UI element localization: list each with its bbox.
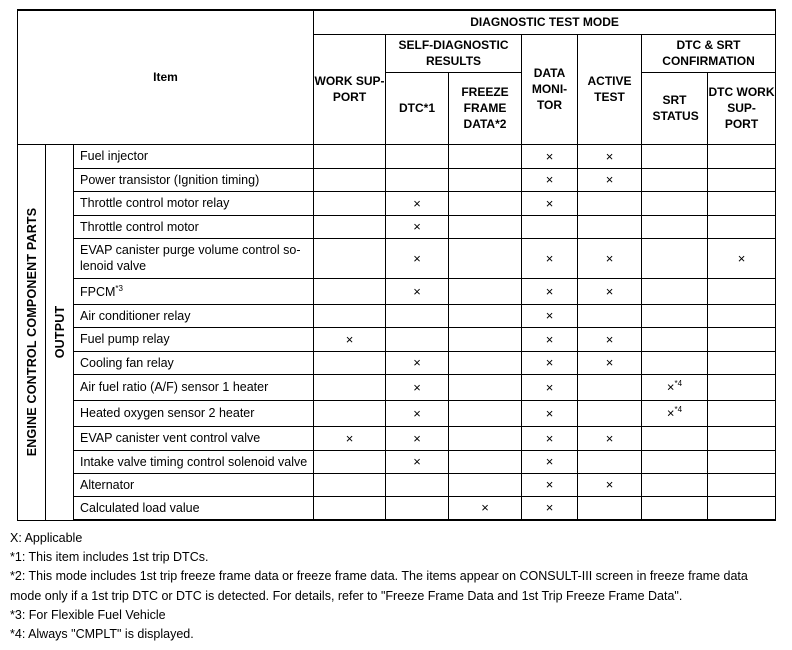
mark-cell xyxy=(642,496,708,520)
mark-cell xyxy=(449,450,522,473)
mark-cell xyxy=(642,400,708,426)
mark-cell xyxy=(708,496,776,520)
mark-cell xyxy=(314,238,386,278)
table-row xyxy=(18,168,776,191)
item-name xyxy=(74,400,314,426)
dtc-srt-label: DTC & SRT CONFIRMATION xyxy=(662,38,755,68)
item-name-text: Throttle control motor relay xyxy=(80,196,230,210)
mark-cell xyxy=(522,215,578,238)
applicable-mark: × xyxy=(545,308,554,323)
applicable-mark: × xyxy=(413,283,421,299)
srt-status-header xyxy=(642,72,708,144)
applicable-mark: × xyxy=(413,454,421,469)
table-row xyxy=(18,238,776,278)
mark-cell xyxy=(386,304,449,327)
table-row xyxy=(18,215,776,238)
item-name xyxy=(74,327,314,351)
applicable-mark: × xyxy=(345,430,354,446)
subgroup-label: OUTPUT xyxy=(52,305,67,359)
mark-cell xyxy=(708,191,776,215)
freeze-frame-header xyxy=(449,72,522,144)
mark-cell xyxy=(642,144,708,168)
note-2-line-2: mode only if a 1st trip DTC or DTC is detected. For details, refer to "Freeze Frame Data and 1st Trip Freeze Frame Data". xyxy=(10,588,683,603)
group-label-cell xyxy=(18,144,46,520)
applicable-mark: × xyxy=(413,219,421,234)
applicable-mark: × xyxy=(737,250,746,266)
item-name-text: Calculated load value xyxy=(80,500,200,515)
item-name xyxy=(74,191,314,215)
mark-cell xyxy=(386,426,449,450)
mark-cell xyxy=(449,400,522,426)
mark-cell xyxy=(708,450,776,473)
mark-cell xyxy=(578,304,642,327)
mark-cell xyxy=(314,327,386,351)
applicable-mark: × xyxy=(413,379,421,395)
mark-cell xyxy=(386,496,449,520)
mark-cell xyxy=(522,238,578,278)
applicable-mark: × xyxy=(545,172,554,187)
item-name xyxy=(74,426,314,450)
mark-cell xyxy=(314,400,386,426)
table-row xyxy=(18,400,776,426)
mark-cell xyxy=(642,450,708,473)
mark-cell xyxy=(449,473,522,496)
table-row xyxy=(18,450,776,473)
applicable-mark: × xyxy=(605,148,614,164)
mark-cell xyxy=(314,426,386,450)
mark-cell xyxy=(578,327,642,351)
table-row xyxy=(18,426,776,450)
mark-cell xyxy=(314,168,386,191)
item-name xyxy=(74,215,314,238)
table-row xyxy=(18,144,776,168)
applicable-mark: × xyxy=(605,283,614,299)
mark-cell xyxy=(386,144,449,168)
mark-cell xyxy=(578,215,642,238)
mark-cell xyxy=(314,144,386,168)
mark-cell xyxy=(522,496,578,520)
mark-cell xyxy=(522,278,578,304)
mark-cell xyxy=(522,144,578,168)
group-label: ENGINE CONTROL COMPONENT PARTS xyxy=(24,207,39,457)
srt-status-label: SRT STATUS xyxy=(652,93,699,123)
mark-cell xyxy=(386,238,449,278)
subgroup-label-cell xyxy=(46,144,74,520)
applicable-mark: × xyxy=(605,172,614,187)
table-row xyxy=(18,374,776,400)
mark-footnote-ref: *4 xyxy=(674,379,683,389)
item-name-text: EVAP canister purge volume control so- lenoid valve xyxy=(80,243,301,273)
applicable-mark: × xyxy=(545,195,554,211)
applicable-mark: × xyxy=(605,477,614,492)
mark-cell xyxy=(314,215,386,238)
work-support-label: WORK SUP- PORT xyxy=(314,74,385,104)
note-2-line-1: *2: This mode includes 1st trip freeze frame data or freeze frame data. The items appear on CONSULT-III screen in freeze frame data xyxy=(10,569,748,584)
mark-cell xyxy=(449,168,522,191)
mark-cell xyxy=(449,351,522,374)
mark-cell xyxy=(449,374,522,400)
item-name xyxy=(74,238,314,278)
mark-cell xyxy=(642,191,708,215)
mark-cell xyxy=(642,473,708,496)
mark-cell xyxy=(314,278,386,304)
mark-cell xyxy=(708,327,776,351)
active-test-label: ACTIVE TEST xyxy=(587,74,632,104)
item-name-text: Fuel pump relay xyxy=(80,332,170,346)
note-applicable: X: Applicable xyxy=(10,531,83,545)
applicable-mark: × xyxy=(413,250,421,266)
note-4: *4: Always "CMPLT" is displayed. xyxy=(10,627,194,642)
applicable-mark: × xyxy=(545,331,554,347)
mark-cell xyxy=(578,144,642,168)
item-name-text: FPCM xyxy=(80,285,116,300)
applicable-mark: × xyxy=(666,405,675,421)
mark-cell xyxy=(578,168,642,191)
applicable-mark: × xyxy=(666,379,675,395)
dtc-work-support-header xyxy=(708,72,776,144)
mark-cell xyxy=(708,304,776,327)
item-header: Item xyxy=(18,10,314,144)
mark-cell xyxy=(578,374,642,400)
mark-cell xyxy=(314,374,386,400)
mark-cell xyxy=(386,278,449,304)
mark-cell xyxy=(708,374,776,400)
mark-cell xyxy=(522,168,578,191)
applicable-mark: × xyxy=(413,405,421,421)
mark-cell xyxy=(314,450,386,473)
mark-cell xyxy=(578,191,642,215)
table-row xyxy=(18,278,776,304)
item-name-text: Heated oxygen sensor 2 heater xyxy=(80,406,255,420)
mark-cell xyxy=(578,238,642,278)
item-name-text: Throttle control motor xyxy=(80,219,199,234)
mark-cell xyxy=(386,351,449,374)
item-name-text: Air fuel ratio (A/F) sensor 1 heater xyxy=(80,380,269,394)
mark-cell xyxy=(642,304,708,327)
mark-cell xyxy=(578,496,642,520)
dtc-header: DTC*1 xyxy=(386,72,449,144)
mark-cell xyxy=(386,327,449,351)
item-footnote-ref: *3 xyxy=(115,284,123,294)
mark-cell xyxy=(708,351,776,374)
dtc-work-support-label: DTC WORK SUP- PORT xyxy=(708,85,775,131)
mark-cell xyxy=(642,327,708,351)
note-3: *3: For Flexible Fuel Vehicle xyxy=(10,607,166,622)
mark-cell xyxy=(708,400,776,426)
applicable-mark: × xyxy=(413,355,421,370)
table-row xyxy=(18,191,776,215)
item-name xyxy=(74,473,314,496)
applicable-mark: × xyxy=(545,500,554,516)
table-row xyxy=(18,473,776,496)
data-monitor-header xyxy=(522,34,578,144)
mark-cell xyxy=(314,496,386,520)
mark-cell xyxy=(708,144,776,168)
mark-cell xyxy=(708,473,776,496)
mark-footnote-ref: *4 xyxy=(674,405,683,415)
applicable-mark: × xyxy=(413,195,421,211)
item-name xyxy=(74,374,314,400)
mark-cell xyxy=(578,400,642,426)
applicable-mark: × xyxy=(545,355,554,370)
mark-cell xyxy=(708,278,776,304)
applicable-mark: × xyxy=(413,430,421,446)
item-name xyxy=(74,168,314,191)
applicable-mark: × xyxy=(545,283,554,299)
mark-cell xyxy=(449,304,522,327)
mark-cell xyxy=(386,450,449,473)
diagnostic-mode-table xyxy=(17,9,776,521)
mark-cell xyxy=(386,374,449,400)
mark-cell xyxy=(386,215,449,238)
mark-cell xyxy=(642,351,708,374)
item-name-text: Intake valve timing control solenoid valve xyxy=(80,454,308,469)
mark-cell xyxy=(522,327,578,351)
self-diagnostic-label: SELF-DIAGNOSTIC RESULTS xyxy=(398,38,509,68)
mark-cell xyxy=(449,191,522,215)
item-name xyxy=(74,450,314,473)
mark-cell xyxy=(449,215,522,238)
mark-cell xyxy=(708,426,776,450)
mark-cell xyxy=(642,426,708,450)
mark-cell xyxy=(386,400,449,426)
freeze-frame-label: FREEZE FRAME DATA*2 xyxy=(461,85,509,131)
mark-cell xyxy=(578,278,642,304)
mark-cell xyxy=(314,473,386,496)
work-support-header xyxy=(314,34,386,144)
item-name xyxy=(74,144,314,168)
mark-cell xyxy=(642,215,708,238)
mark-cell xyxy=(314,304,386,327)
applicable-mark: × xyxy=(545,477,554,492)
mark-cell xyxy=(449,426,522,450)
mark-cell xyxy=(708,168,776,191)
footnotes xyxy=(10,529,790,644)
mark-cell xyxy=(522,450,578,473)
applicable-mark: × xyxy=(545,430,554,446)
diagnostic-test-mode-header: DIAGNOSTIC TEST MODE xyxy=(314,10,776,34)
item-name xyxy=(74,278,314,304)
mark-cell xyxy=(449,278,522,304)
applicable-mark: × xyxy=(605,250,614,266)
data-monitor-label: DATA MONI- TOR xyxy=(531,66,568,112)
applicable-mark: × xyxy=(545,454,554,469)
mark-cell xyxy=(522,374,578,400)
mark-cell xyxy=(642,374,708,400)
item-name-text: Fuel injector xyxy=(80,149,149,163)
applicable-mark: × xyxy=(605,355,614,370)
item-name-text: Air conditioner relay xyxy=(80,308,191,323)
mark-cell xyxy=(578,351,642,374)
item-name-text: Power transistor (Ignition timing) xyxy=(80,172,260,187)
applicable-mark: × xyxy=(345,331,354,347)
self-diagnostic-results-header xyxy=(386,34,522,72)
table-row xyxy=(18,304,776,327)
table-row xyxy=(18,351,776,374)
item-name xyxy=(74,351,314,374)
item-name-text: Cooling fan relay xyxy=(80,355,174,370)
applicable-mark: × xyxy=(545,379,554,395)
item-name-text: EVAP canister vent control valve xyxy=(80,431,261,445)
mark-cell xyxy=(578,450,642,473)
mark-cell xyxy=(386,168,449,191)
mark-cell xyxy=(386,191,449,215)
table-row xyxy=(18,496,776,520)
mark-cell xyxy=(522,426,578,450)
mark-cell xyxy=(642,278,708,304)
applicable-mark: × xyxy=(605,430,614,446)
mark-cell xyxy=(522,400,578,426)
note-1: *1: This item includes 1st trip DTCs. xyxy=(10,550,209,565)
mark-cell xyxy=(578,426,642,450)
mark-cell xyxy=(642,238,708,278)
applicable-mark: × xyxy=(545,148,554,164)
active-test-header xyxy=(578,34,642,144)
mark-cell xyxy=(314,191,386,215)
dtc-srt-confirmation-header xyxy=(642,34,776,72)
mark-cell xyxy=(522,473,578,496)
item-name xyxy=(74,304,314,327)
mark-cell xyxy=(708,238,776,278)
applicable-mark: × xyxy=(481,500,489,516)
mark-cell xyxy=(522,304,578,327)
applicable-mark: × xyxy=(545,250,554,266)
item-name xyxy=(74,496,314,520)
mark-cell xyxy=(708,215,776,238)
item-name-text: Alternator xyxy=(80,477,135,492)
applicable-mark: × xyxy=(545,405,554,421)
mark-cell xyxy=(449,327,522,351)
applicable-mark: × xyxy=(605,331,614,347)
mark-cell xyxy=(449,238,522,278)
mark-cell xyxy=(578,473,642,496)
mark-cell xyxy=(522,191,578,215)
table-row xyxy=(18,327,776,351)
mark-cell xyxy=(314,351,386,374)
table-body xyxy=(18,144,776,520)
mark-cell xyxy=(449,496,522,520)
mark-cell xyxy=(642,168,708,191)
mark-cell xyxy=(522,351,578,374)
mark-cell xyxy=(449,144,522,168)
mark-cell xyxy=(386,473,449,496)
